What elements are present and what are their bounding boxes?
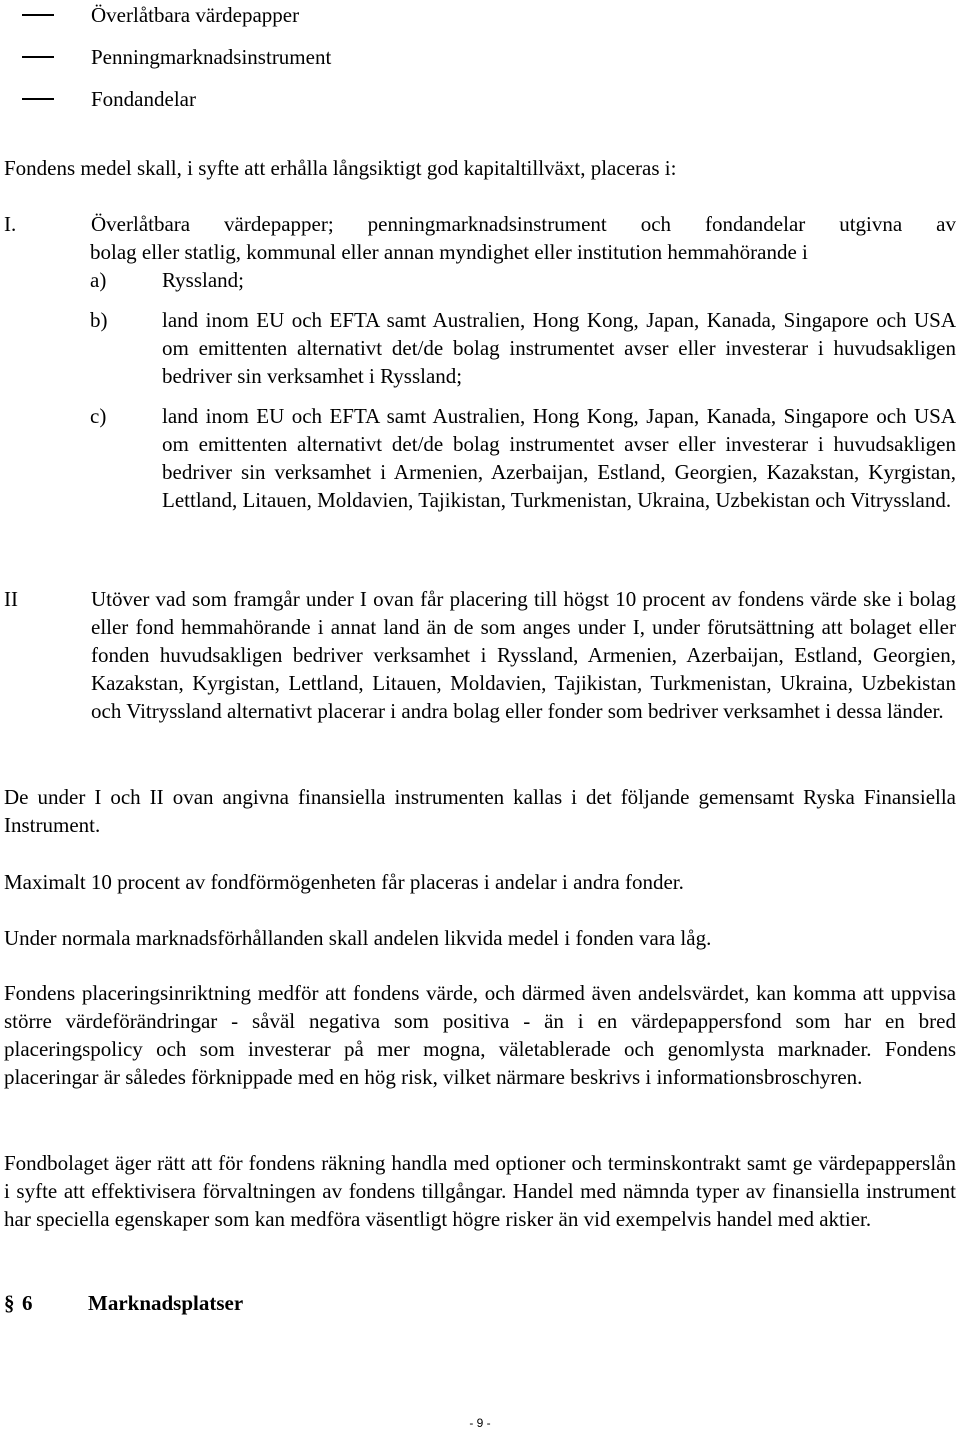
section-heading — [4, 1289, 243, 1317]
sub-item-b — [90, 306, 956, 390]
section-symbol: § — [4, 1291, 15, 1315]
sub-item-letter: c) — [90, 404, 107, 428]
item-II-number: II — [4, 587, 18, 611]
intro-paragraph: Fondens medel skall, i syfte att erhålla långsiktigt god kapitaltillväxt, placeras i: — [4, 156, 677, 180]
sub-item-text: land inom EU och EFTA samt Australien, Hong Kong, Japan, Kanada, Singapore och USA om emittenten alternativt det/de bolag instrumentet avser eller investerar i huvudsakligen bedriver sin verksamhet i Ryssland; — [162, 308, 956, 388]
dash-list-item-text: Överlåtbara värdepapper — [91, 3, 300, 27]
paragraph: Fondens placeringsinriktning medför att fondens värde, och därmed även andelsvärdet, kan komma att uppvisa större värdeförändringar - såväl negativa som positiva - än i en värdepappersfond som har en bred placeringspolicy och som investerar på mer mogna, väletablerade och genomlysta marknader. Fondens placeringar är således förknippade med en hög risk, vilket närmare beskrivs i informationsbroschyren. — [4, 981, 956, 1089]
sub-item-text: land inom EU och EFTA samt Australien, Hong Kong, Japan, Kanada, Singapore och USA om emittenten alternativt det/de bolag instrumentet avser eller investerar i huvudsakligen bedriver sin verksamhet i Armenien, Azerbaijan, Estland, Georgien, Kazakstan, Kyrgistan, Lettland, Litauen, Moldavien, Tajikistan, Turkmenistan, Ukraina, Uzbekistan och Vitryssland. — [162, 404, 956, 512]
dash-list-item — [22, 85, 196, 113]
section-title: Marknadsplatser — [88, 1291, 244, 1315]
item-I-text-rest: bolag eller statlig, kommunal eller annan myndighet eller institution hemmahörande i — [90, 240, 808, 264]
paragraph: De under I och II ovan angivna finansiella instrumenten kallas i det följande gemensamt Ryska Finansiella Instrument. — [4, 785, 956, 837]
item-I-number: I. — [4, 212, 17, 236]
sub-item-letter: a) — [90, 268, 107, 292]
page-number: - 9 - — [469, 1416, 491, 1430]
item-I — [4, 210, 956, 238]
section-number: 6 — [22, 1291, 33, 1315]
dash-list-item-text: Fondandelar — [91, 87, 196, 111]
sub-item-letter: b) — [90, 308, 108, 332]
sub-item-text: Ryssland; — [162, 268, 245, 292]
dash-bullet-icon — [22, 85, 91, 113]
paragraph: Under normala marknadsförhållanden skall andelen likvida medel i fonden vara låg. — [4, 926, 712, 950]
paragraph: Fondbolaget äger rätt att för fondens räkning handla med optioner och terminskontrakt samt ge värdepapperslån i syfte att effektivisera förvaltningen av fondens tillgångar. Handel med nämnda typer av finansiella instrument har speciella egenskaper som kan medföra väsentligt högre risker än vid exempelvis handel med aktier. — [4, 1151, 956, 1231]
sub-item-c — [90, 402, 956, 514]
dash-bullet-icon — [22, 43, 91, 71]
dash-list-item-text: Penningmarknadsinstrument — [91, 45, 332, 69]
item-I-text-first: Överlåtbara värdepapper; penningmarknadsinstrument och fondandelar utgivna av — [91, 212, 956, 236]
item-II — [4, 585, 956, 725]
sub-item-a — [90, 266, 956, 294]
item-II-text: Utöver vad som framgår under I ovan får placering till högst 10 procent av fondens värde ske i bolag eller fond hemmahörande i annat land än de som anges under I, under förutsättning att bolaget eller fonden huvudsakligen bedriver verksamhet i Ryssland, Armenien, Azerbaijan, Estland, Georgien, Kazakstan, Kyrgistan, Lettland, Litauen, Moldavien, Tajikistan, Turkmenistan, Ukraina, Uzbekistan och Vitryssland alternativt placerar i andra bolag eller fonder som bedriver verksamhet i dessa länder. — [91, 587, 956, 723]
dash-list-item — [22, 43, 331, 71]
paragraph: Maximalt 10 procent av fondförmögenheten får placeras i andelar i andra fonder. — [4, 870, 684, 894]
dash-bullet-icon — [22, 1, 91, 29]
dash-list-item — [22, 1, 299, 29]
